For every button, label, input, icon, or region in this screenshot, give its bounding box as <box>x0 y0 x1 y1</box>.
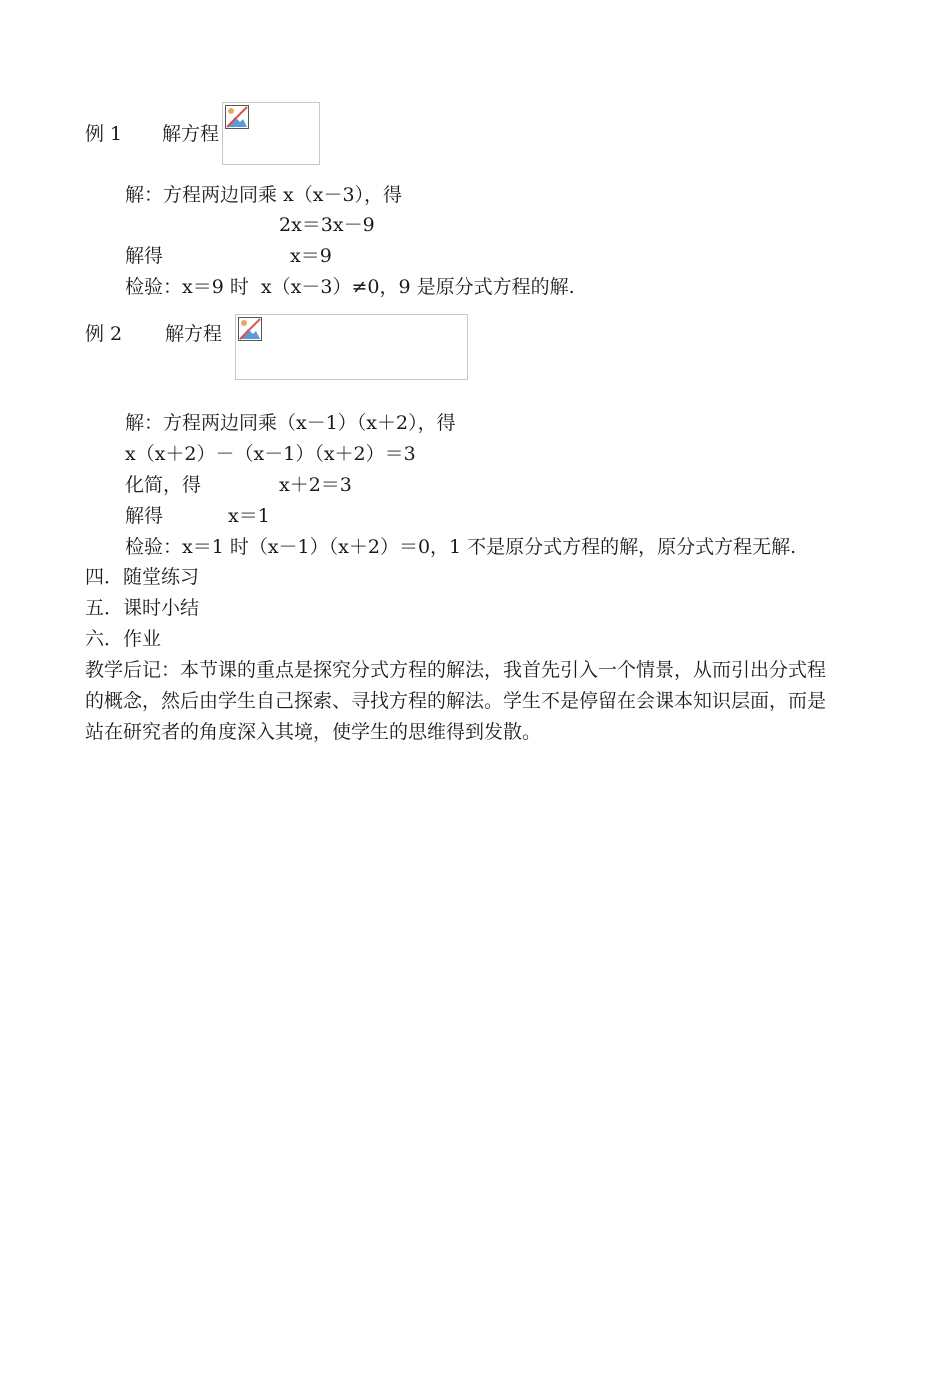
example2-simplify-label: 化简，得 <box>125 474 202 496</box>
broken-image-icon <box>238 317 262 341</box>
example2-solution-intro: 解：方程两边同乘（x－1）（x＋2），得 <box>125 412 456 434</box>
example1-solve-label: 解得 <box>125 245 164 267</box>
example2-heading: 例 2 <box>85 323 123 345</box>
example1-solve-value: x＝9 <box>290 245 332 267</box>
afterword-line-3: 站在研究者的角度深入其境，使学生的思维得到发散。 <box>85 721 542 743</box>
example1-equation-image <box>222 102 320 165</box>
example2-equation-image <box>235 314 468 380</box>
example1-check: 检验：x＝9 时 x（x－3）≠0，9 是原分式方程的解. <box>125 276 575 298</box>
example1-task: 解方程 <box>162 123 220 145</box>
broken-image-icon <box>225 105 249 129</box>
section-homework: 六．作业 <box>85 628 162 650</box>
section-practice: 四．随堂练习 <box>85 566 200 588</box>
example2-task: 解方程 <box>165 323 223 345</box>
section-summary: 五．课时小结 <box>85 597 200 619</box>
example2-check: 检验：x＝1 时（x－1）（x＋2）＝0，1 不是原分式方程的解，原分式方程无解. <box>125 536 797 558</box>
example2-solve-label: 解得 <box>125 505 164 527</box>
example1-solution-intro: 解：方程两边同乘 x（x－3），得 <box>125 184 403 206</box>
afterword-line-1: 教学后记：本节课的重点是探究分式方程的解法，我首先引入一个情景，从而引出分式程 <box>85 659 827 681</box>
example2-expanded: x（x＋2）－（x－1）（x＋2）＝3 <box>125 443 416 465</box>
afterword-line-2: 的概念，然后由学生自己探索、寻找方程的解法。学生不是停留在会课本知识层面，而是 <box>85 690 827 712</box>
example1-heading: 例 1 <box>85 123 123 145</box>
example1-step-equation: 2x＝3x－9 <box>279 214 375 236</box>
example2-simplify-value: x＋2＝3 <box>279 474 352 496</box>
example2-solve-value: x＝1 <box>228 505 270 527</box>
